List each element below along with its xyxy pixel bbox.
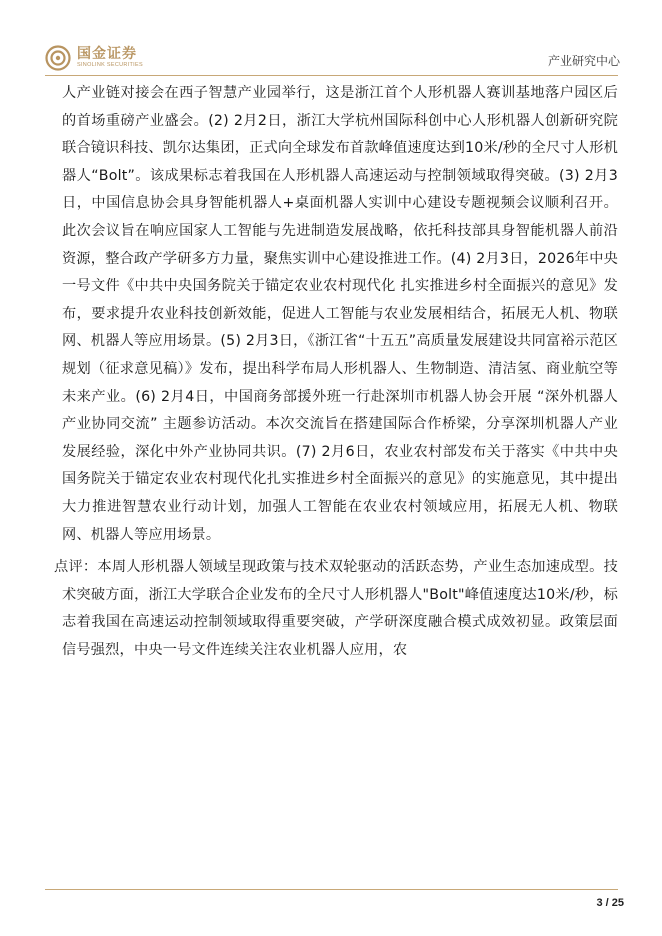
page-header [0,0,662,80]
logo-chinese-name: 国金证券 [77,46,137,63]
section-label: 产业研究中心 [547,54,620,68]
commentary-paragraph: 点评：本周人形机器人领域呈现政策与技术双轮驱动的活跃态势，产业生态加速成型。技术突破方面，浙江大学联合企业发布的全尺寸人形机器人"Bolt"峰值速度达10米/秒，标志着我国在高速运动控制领域取得重要突破，产学研深度融合模式成效初显。政策层面信号强烈，中央一号文件连续关注农业机器人应用，农 [54,559,618,658]
report-body [54,80,618,664]
logo-english-name: SINOLINK SECURITIES [77,62,143,69]
company-logo [45,42,143,74]
footer-divider [45,889,618,890]
page-number: 3 / 25 [596,897,624,909]
header-divider [45,75,618,76]
news-paragraph: 人产业链对接会在西子智慧产业园举行，这是浙江首个人形机器人赛训基地落户园区后的首场重磅产业盛会。(2) 2月2日，浙江大学杭州国际科创中心人形机器人创新研究院联合镜识科技、凯尔达集团，正式向全球发布首款峰值速度达到10米/秒的全尺寸人形机器人“Bolt”。该成果标志着我国在人形机器人高速运动与控制领域取得突破。(3) 2月3日，中国信息协会具身智能机器人+桌面机器人实训中心建设专题视频会议顺利召开。此次会议旨在响应国家人工智能与先进制造发展战略，依托科技部具身智能机器人前沿资源，整合政产学研多方力量，聚焦实训中心建设推进工作。(4) 2月3日，2026年中央一号文件《中共中央国务院关于锚定农业农村现代化 扎实推进乡村全面振兴的意见》发布，要求提升农业科技创新效能，促进人工智能与农业发展相结合，拓展无人机、物联网、机器人等应用场景。(5) 2月3日，《浙江省“十五五”高质量发展建设共同富裕示范区规划（征求意见稿）》发布，提出科学布局人形机器人、生物制造、清洁氢、商业航空等未来产业。(6) 2月4日，中国商务部援外班一行赴深圳市机器人协会开展 “深外机器人产业协同交流” 主题参访活动。本次交流旨在搭建国际合作桥梁，分享深圳机器人产业发展经验，深化中外产业协同共识。(7) 2月6日，农业农村部发布关于落实《中共中央国务院关于锚定农业农村现代化扎实推进乡村全面振兴的意见》的实施意见，其中提出大力推进智慧农业行动计划，加强人工智能在农业农村领域应用，拓展无人机、物联网、机器人等应用场景。 [62,85,618,543]
sinolink-logo-icon [45,45,71,71]
